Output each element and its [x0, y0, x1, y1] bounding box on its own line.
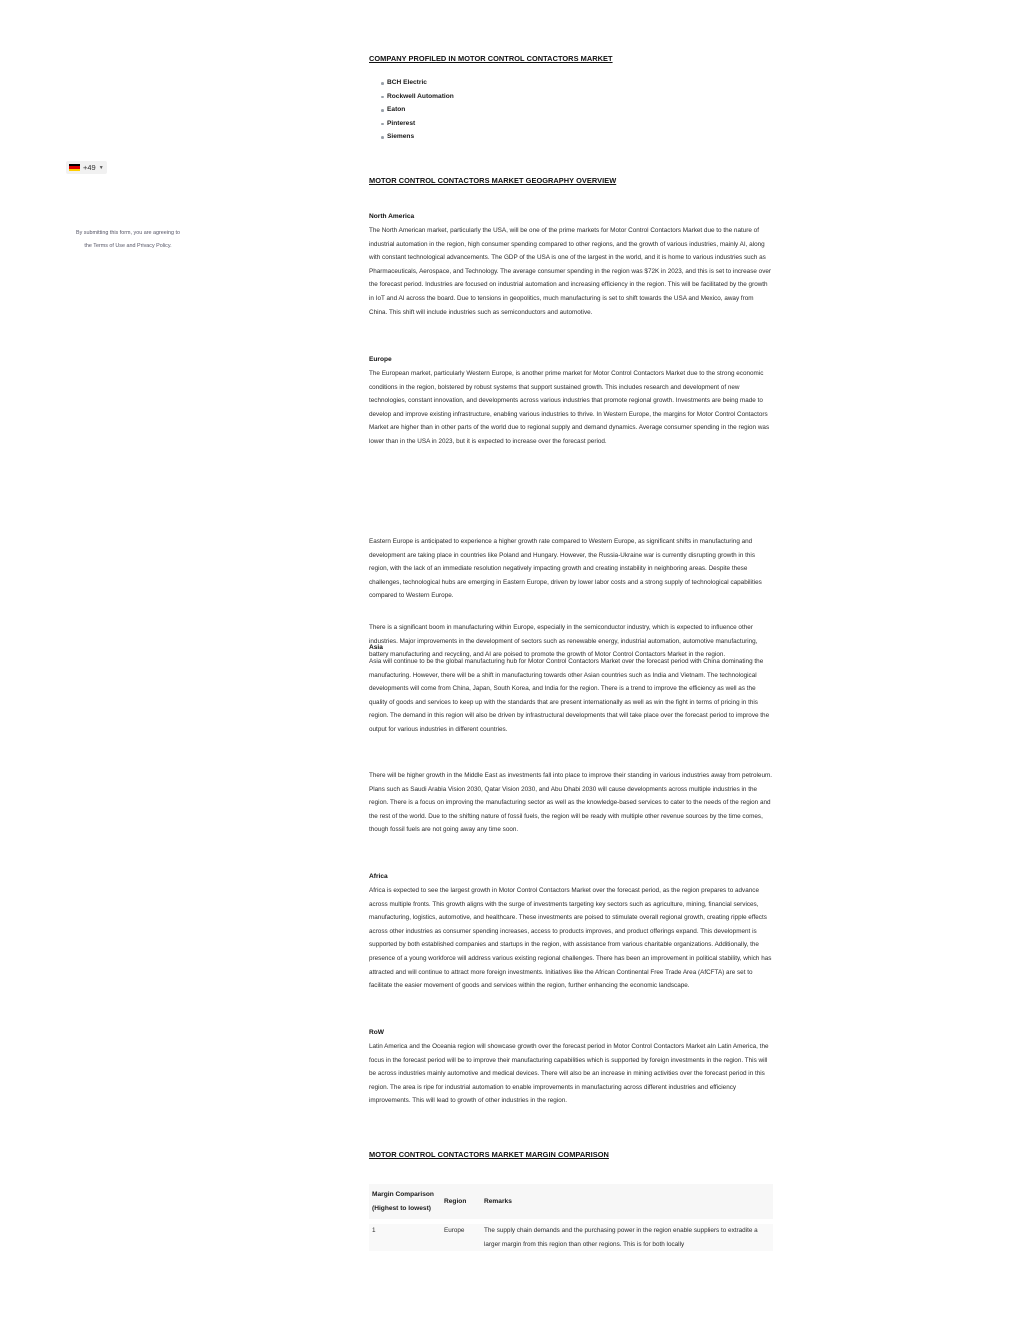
region-paragraph: Latin America and the Oceania region will showcase growth over the forecast period in Motor Control Contactors Market aIn Latin America, the focus in the forecast period will be to improve their manufacturing capabilities which is supported by foreign investments in the region. This will be across industries mainly automotive and medical devices. There will also be an increase in mining activities over the forecast period in this region. The area is ripe for industrial automation to enable improvements in manufacturing across different industries and efficiency improvements. This will lead to growth of other industries in the region.: [369, 1043, 769, 1105]
europe-east-paragraph-block: [369, 535, 773, 603]
consent-notice: [64, 227, 192, 253]
column-header-margin: Margin Comparison (Highest to lowest): [369, 1184, 441, 1219]
europe-section: [369, 352, 773, 449]
terms-privacy-link[interactable]: the Terms of Use and Privacy Policy.: [84, 243, 172, 249]
region-heading: Asia: [369, 644, 383, 651]
list-item: Eaton: [387, 103, 454, 117]
list-item: Siemens: [387, 130, 454, 144]
region-paragraph: There will be higher growth in the Middle East as investments fall into place to improve their standing in various industries away from petroleum. Plans such as Saudi Arabia Vision 2030, Qatar Vision 2030, and Abu Dhabi 2030 will cause developments across multiple industries in the region. There is a focus on improving the manufacturing sector as well as the knowledge-based services to cater to the needs of the region and the rest of the world. Due to the shifting nature of fossil fuels, the region will be ready with multiple other revenue sources by the time comes, though fossil fuels are not going away any time soon.: [369, 772, 773, 834]
column-header-region: Region: [441, 1184, 481, 1219]
row-section: [369, 1025, 773, 1108]
lead-form-sidebar: [0, 0, 300, 1325]
country-code-selector[interactable]: [66, 161, 107, 174]
region-paragraph: Africa is expected to see the largest growth in Motor Control Contactors Market over the forecast period, as the region prepares to advance across multiple fronts. This growth aligns with the surge of investments targeting key sectors such as agriculture, mining, financial services, manufacturing, logistics, automotive, and healthcare. These investments are poised to stimulate overall regional growth, creating ripple effects across other industries as consumer spending increases, access to products improves, and product offerings expand. This development is supported by both established companies and startups in the region, with assistance from various charitable organizations. Additionally, the presence of a young workforce will address various existing regional challenges. There has been an improvement in political stability, which has attracted and will continue to attract more foreign investments. Initiatives like the African Continental Free Trade Area (AfCFTA) are set to facilitate the easier movement of goods and services within the region, further enhancing the economic landscape.: [369, 887, 772, 990]
companies-section-title: COMPANY PROFILED IN MOTOR CONTROL CONTACTORS MARKET: [369, 54, 613, 63]
company-list: [369, 76, 454, 144]
margin-comparison-table: [369, 1184, 773, 1251]
list-item: BCH Electric: [387, 76, 454, 90]
region-paragraph: Asia will continue to be the global manufacturing hub for Motor Control Contactors Market over the forecast period with China dominating the manufacturing. However, there will be a shift in manufacturing towards other Asian countries such as India and Vietnam. The technological developments will come from China, Japan, South Korea, and India for the region. There is a trend to improve the efficiency as well as the quality of goods and services to keep up with the standards that are present internationally as well as win the fight in terms of pricing in this region. The demand in this region will also be driven by infrastructural developments that will take place over the forecast period to improve the output for various industries in different countries.: [369, 658, 770, 733]
asia-section: [369, 640, 773, 737]
phone-code: +49: [83, 163, 96, 172]
region-heading: Europe: [369, 356, 392, 363]
rank-cell: 1: [369, 1224, 441, 1251]
region-paragraph: The European market, particularly Western Europe, is another prime market for Motor Control Contactors Market due to the strong economic conditions in the region, bolstered by robust systems that support sustained growth. This includes research and development of new technologies, constant innovation, and developments across various industries that promote regional growth. Investments are being made to develop and improve existing infrastructure, enabling various industries to thrive. In Western Europe, the margins for Motor Control Contactors Market are higher than in other parts of the world due to regional supply and demand dynamics. Average consumer spending in the region was lower than in the USA in 2023, but it is expected to increase over the forecast period.: [369, 370, 770, 445]
region-heading: Africa: [369, 873, 388, 880]
list-item: Pinterest: [387, 117, 454, 131]
region-cell: Europe: [441, 1224, 481, 1251]
column-header-remarks: Remarks: [481, 1184, 773, 1219]
remarks-cell: The supply chain demands and the purchasing power in the region enable suppliers to extradite a larger margin from this region than other regions. This is for both locally: [481, 1224, 773, 1251]
list-item: Rockwell Automation: [387, 90, 454, 104]
africa-section: [369, 869, 773, 993]
table-row: [369, 1224, 773, 1251]
table-header-row: [369, 1184, 773, 1219]
region-paragraph: There is a significant boom in manufacturing within Europe, especially in the semiconductor industry, which is expected to influence other industries. Major improvements in the development of sectors such as renewable energy, industrial automation, automotive manufacturing, battery manufacturing and recycling, and AI are poised to promote the growth of Motor Control Contactors Market in the region.: [369, 624, 758, 659]
geography-section-title: MOTOR CONTROL CONTACTORS MARKET GEOGRAPHY OVERVIEW: [369, 176, 617, 185]
margin-section-title: MOTOR CONTROL CONTACTORS MARKET MARGIN COMPARISON: [369, 1150, 609, 1159]
chevron-down-icon: ▼: [98, 164, 104, 171]
consent-text: By submitting this form, you are agreeing to: [76, 230, 180, 236]
region-heading: North America: [369, 213, 415, 220]
region-paragraph: Eastern Europe is anticipated to experience a higher growth rate compared to Western Europe, as significant shifts in manufacturing and development are taking place in countries like Poland and Hungary. However, the Russia-Ukraine war is currently disrupting growth in this region, with the lack of an immediate resolution negatively impacting growth and creating instability in neighboring areas. Despite these challenges, technological hubs are emerging in Eastern Europe, driven by lower labor costs and a strong supply of technological capabilities compared to Western Europe.: [369, 538, 762, 600]
region-paragraph: The North American market, particularly the USA, will be one of the prime markets for Motor Control Contactors Market due to the nature of industrial automation in the region, high consumer spending compared to other regions, and the growth of various industries, mainly AI, along with constant technological advancements. The GDP of the USA is one of the largest in the world, and it is home to various industries such as Pharmaceuticals, Aerospace, and Technology. The average consumer spending in the region was $72K in 2023, and this is set to increase over the forecast period. Industries are focused on industrial automation and increasing efficiency in the region. This will be facilitated by the growth in IoT and AI across the board. Due to tensions in geopolitics, much manufacturing is set to shift towards the USA and Mexico, away from China. This shift will include industries such as semiconductors and automotive.: [369, 227, 772, 316]
germany-flag-icon: [69, 164, 80, 171]
region-heading: RoW: [369, 1029, 385, 1036]
north-america-section: [369, 209, 773, 319]
middle-east-paragraph-block: [369, 769, 773, 837]
